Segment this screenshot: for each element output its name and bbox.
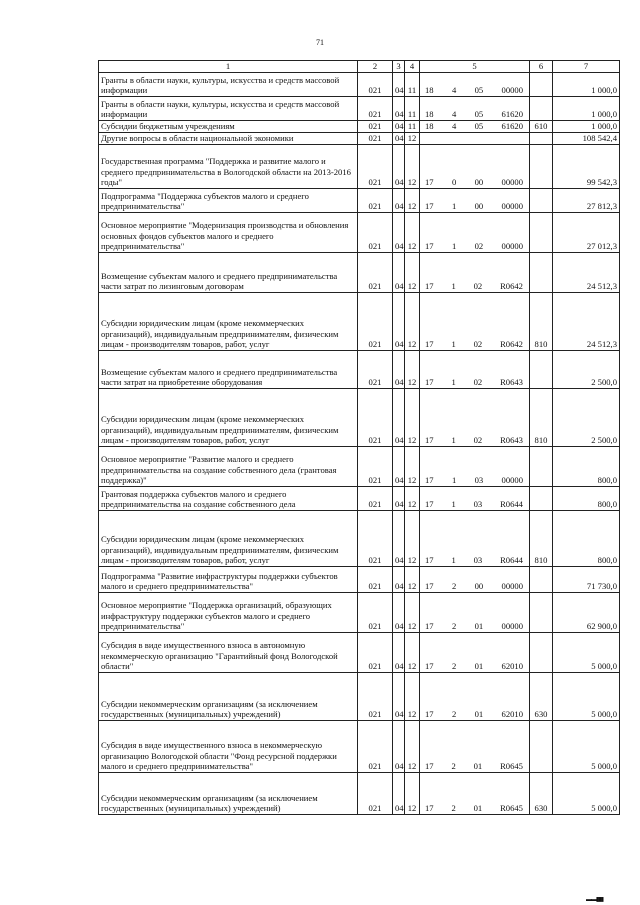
row-name: Гранты в области науки, культуры, искусства и средств массовой информации [99, 73, 358, 97]
row-section-code: 04 [393, 145, 405, 189]
row-name: Основное мероприятие "Модернизация производства и обновления основных фондов субъектов малого и среднего предпринимательства" [99, 213, 358, 253]
target-code-part: 17 [425, 475, 434, 486]
row-name: Субсидии некоммерческим организациям (за исключением государственных (муниципальных) учреждений) [99, 673, 358, 721]
target-code-part: 17 [425, 201, 434, 212]
row-section-code: 04 [393, 97, 405, 121]
budget-table [98, 60, 620, 815]
row-section-code: 04 [393, 633, 405, 673]
row-name: Субсидии юридическим лицам (кроме некоммерческих организаций), индивидуальным предпринимателям, физическим лицам - производителям товаров, работ, услуг [99, 389, 358, 447]
table-row [99, 351, 620, 389]
target-code-part: 17 [425, 377, 434, 388]
target-code-part: 03 [473, 555, 483, 566]
row-section-code: 04 [393, 253, 405, 293]
row-name: Субсидия в виде имущественного взноса в некоммерческую организацию Вологодской области "Фонд ресурсной поддержки малого и среднего предпринимательства" [99, 721, 358, 773]
row-expense-type [530, 213, 553, 253]
target-code-part: 4 [451, 121, 457, 132]
row-subsection-code: 12 [405, 293, 420, 351]
row-amount: 27 812,3 [553, 189, 620, 213]
target-code-part: 17 [425, 621, 434, 632]
target-code-part: 61620 [501, 109, 523, 120]
row-subsection-code: 12 [405, 567, 420, 593]
row-admin-code: 021 [358, 97, 393, 121]
table-row [99, 567, 620, 593]
row-admin-code: 021 [358, 121, 393, 133]
row-target-code [420, 773, 530, 815]
row-subsection-code: 12 [405, 633, 420, 673]
table-row [99, 189, 620, 213]
row-section-code: 04 [393, 133, 405, 145]
target-code-part: 2 [451, 803, 456, 814]
target-code-part: 2 [451, 581, 457, 592]
row-section-code: 04 [393, 773, 405, 815]
row-expense-type: 810 [530, 389, 553, 447]
target-code-part: 01 [474, 661, 484, 672]
row-admin-code: 021 [358, 389, 393, 447]
row-name: Субсидии юридическим лицам (кроме некоммерческих организаций), индивидуальным предпринимателям, физическим лицам - производителям товаров, работ, услуг [99, 293, 358, 351]
row-expense-type [530, 97, 553, 121]
target-code-part: 00 [474, 177, 484, 188]
row-admin-code: 021 [358, 567, 393, 593]
row-name: Субсидии бюджетным учреждениям [99, 121, 358, 133]
target-code-part: 1 [451, 435, 456, 446]
target-code-part: 02 [473, 435, 483, 446]
row-admin-code: 021 [358, 511, 393, 567]
row-section-code: 04 [393, 121, 405, 133]
row-target-code [420, 351, 530, 389]
target-code-part: 4 [451, 85, 457, 96]
row-subsection-code: 12 [405, 721, 420, 773]
target-code-part: 18 [425, 109, 434, 120]
row-section-code: 04 [393, 213, 405, 253]
target-code-part: R0645 [500, 803, 523, 814]
row-expense-type [530, 351, 553, 389]
row-section-code: 04 [393, 511, 405, 567]
target-code-part: R0644 [500, 499, 523, 510]
row-section-code: 04 [393, 293, 405, 351]
target-code-part: R0643 [500, 435, 523, 446]
row-admin-code: 021 [358, 721, 393, 773]
target-code-part: 00000 [501, 581, 523, 592]
row-admin-code: 021 [358, 487, 393, 511]
row-subsection-code: 12 [405, 145, 420, 189]
table-row [99, 389, 620, 447]
header-col-3: 3 [393, 61, 405, 73]
row-name: Государственная программа "Поддержка и развитие малого и среднего предпринимательства в Вологодской области на 2013-2016 годы" [99, 145, 358, 189]
row-name: Возмещение субъектам малого и среднего предпринимательства части затрат на приобретение оборудования [99, 351, 358, 389]
target-code-part: 03 [473, 499, 483, 510]
row-admin-code: 021 [358, 633, 393, 673]
target-code-part: 17 [425, 555, 434, 566]
table-row [99, 633, 620, 673]
row-subsection-code: 12 [405, 189, 420, 213]
target-code-part: 05 [474, 85, 484, 96]
row-target-code [420, 121, 530, 133]
row-section-code: 04 [393, 487, 405, 511]
row-amount: 5 000,0 [553, 633, 620, 673]
row-admin-code: 021 [358, 351, 393, 389]
row-target-code [420, 511, 530, 567]
header-row [99, 61, 620, 73]
row-target-code [420, 73, 530, 97]
row-admin-code: 021 [358, 145, 393, 189]
row-name: Основное мероприятие "Поддержка организаций, образующих инфраструктуру поддержки субъектов малого и среднего предпринимательства" [99, 593, 358, 633]
row-amount: 71 730,0 [553, 567, 620, 593]
row-subsection-code: 12 [405, 511, 420, 567]
row-name: Подпрограмма "Развитие инфраструктуры поддержки субъектов малого и среднего предпринимательства" [99, 567, 358, 593]
target-code-part: 01 [474, 709, 484, 720]
row-expense-type [530, 253, 553, 293]
row-target-code [420, 97, 530, 121]
target-code-part: 18 [425, 85, 434, 96]
row-admin-code: 021 [358, 73, 393, 97]
table-row [99, 97, 620, 121]
row-name: Субсидия в виде имущественного взноса в автономную некоммерческую организацию "Гарантийный фонд Вологодской области" [99, 633, 358, 673]
row-subsection-code: 12 [405, 389, 420, 447]
header-col-2: 2 [358, 61, 393, 73]
target-code-part: 61620 [501, 121, 523, 132]
row-section-code: 04 [393, 447, 405, 487]
row-target-code [420, 721, 530, 773]
target-code-part: R0644 [500, 555, 523, 566]
row-subsection-code: 11 [405, 121, 420, 133]
header-col-5: 5 [420, 61, 530, 73]
target-code-part: 17 [425, 709, 434, 720]
target-code-part: 02 [473, 377, 483, 388]
row-name: Другие вопросы в области национальной экономики [99, 133, 358, 145]
table-row [99, 145, 620, 189]
row-amount: 99 542,3 [553, 145, 620, 189]
target-code-part: 18 [425, 121, 434, 132]
target-code-part: 00 [474, 581, 484, 592]
row-amount: 108 542,4 [553, 133, 620, 145]
header-col-6: 6 [530, 61, 553, 73]
row-admin-code: 021 [358, 293, 393, 351]
row-subsection-code: 12 [405, 487, 420, 511]
table-row [99, 673, 620, 721]
row-name: Субсидии некоммерческим организациям (за исключением государственных (муниципальных) учреждений) [99, 773, 358, 815]
target-code-part: R0643 [500, 377, 523, 388]
target-code-part: 05 [474, 109, 484, 120]
row-admin-code: 021 [358, 189, 393, 213]
row-expense-type [530, 73, 553, 97]
row-section-code: 04 [393, 721, 405, 773]
row-expense-type [530, 633, 553, 673]
target-code-part: 1 [451, 281, 456, 292]
header-col-4: 4 [405, 61, 420, 73]
table-row [99, 511, 620, 567]
row-name: Подпрограмма "Поддержка субъектов малого и среднего предпринимательства" [99, 189, 358, 213]
target-code-part: 62010 [501, 661, 523, 672]
row-section-code: 04 [393, 73, 405, 97]
row-subsection-code: 12 [405, 773, 420, 815]
row-subsection-code: 12 [405, 133, 420, 145]
target-code-part: 00000 [501, 177, 523, 188]
target-code-part: 4 [451, 109, 457, 120]
target-code-part: 01 [474, 621, 484, 632]
row-amount: 24 512,3 [553, 253, 620, 293]
row-amount: 1 000,0 [553, 121, 620, 133]
row-expense-type: 810 [530, 511, 553, 567]
target-code-part: 2 [451, 661, 457, 672]
row-expense-type: 610 [530, 121, 553, 133]
row-expense-type [530, 145, 553, 189]
row-expense-type [530, 567, 553, 593]
row-target-code [420, 293, 530, 351]
table-row [99, 721, 620, 773]
row-name: Гранты в области науки, культуры, искусства и средств массовой информации [99, 97, 358, 121]
row-section-code: 04 [393, 673, 405, 721]
table-row [99, 773, 620, 815]
target-code-part: 1 [451, 241, 457, 252]
row-subsection-code: 12 [405, 213, 420, 253]
row-amount: 1 000,0 [553, 97, 620, 121]
target-code-part: 00000 [501, 475, 523, 486]
target-code-part: 17 [425, 241, 434, 252]
row-amount: 800,0 [553, 511, 620, 567]
row-expense-type [530, 593, 553, 633]
target-code-part: 1 [451, 555, 456, 566]
row-expense-type: 630 [530, 673, 553, 721]
target-code-part: 17 [425, 761, 434, 772]
row-subsection-code: 12 [405, 673, 420, 721]
target-code-part: 17 [425, 281, 434, 292]
header-col-1: 1 [99, 61, 358, 73]
row-amount: 5 000,0 [553, 721, 620, 773]
row-admin-code: 021 [358, 673, 393, 721]
target-code-part: R0642 [500, 281, 523, 292]
row-target-code [420, 593, 530, 633]
row-amount: 1 000,0 [553, 73, 620, 97]
target-code-part: 2 [451, 621, 457, 632]
row-amount: 5 000,0 [553, 673, 620, 721]
target-code-part: 62010 [501, 709, 523, 720]
row-admin-code: 021 [358, 773, 393, 815]
target-code-part: 1 [451, 499, 456, 510]
row-expense-type [530, 189, 553, 213]
row-section-code: 04 [393, 189, 405, 213]
table-row [99, 593, 620, 633]
row-expense-type [530, 447, 553, 487]
target-code-part: 17 [425, 661, 434, 672]
row-section-code: 04 [393, 593, 405, 633]
row-target-code [420, 389, 530, 447]
target-code-part: 02 [473, 339, 483, 350]
target-code-part: 00000 [501, 85, 523, 96]
row-name: Субсидии юридическим лицам (кроме некоммерческих организаций), индивидуальным предпринимателям, физическим лицам - производителям товаров, работ, услуг [99, 511, 358, 567]
target-code-part: 03 [474, 475, 484, 486]
target-code-part: 1 [451, 201, 457, 212]
header-col-7: 7 [553, 61, 620, 73]
target-code-part: 17 [425, 177, 434, 188]
row-target-code [420, 487, 530, 511]
row-section-code: 04 [393, 567, 405, 593]
row-expense-type: 630 [530, 773, 553, 815]
row-subsection-code: 12 [405, 351, 420, 389]
table-row [99, 447, 620, 487]
target-code-part: 00000 [501, 241, 523, 252]
row-target-code [420, 253, 530, 293]
row-expense-type [530, 721, 553, 773]
print-mark: ▬▬▮▮▮ [586, 897, 603, 903]
row-amount: 24 512,3 [553, 293, 620, 351]
row-name: Грантовая поддержка субъектов малого и среднего предпринимательства на создание собственного дела [99, 487, 358, 511]
row-name: Возмещение субъектам малого и среднего предпринимательства части затрат по лизинговым договорам [99, 253, 358, 293]
row-target-code [420, 133, 530, 145]
row-amount: 2 500,0 [553, 389, 620, 447]
table-row [99, 73, 620, 97]
row-amount: 2 500,0 [553, 351, 620, 389]
row-section-code: 04 [393, 389, 405, 447]
target-code-part: 17 [425, 499, 434, 510]
row-amount: 5 000,0 [553, 773, 620, 815]
target-code-part: 01 [473, 761, 483, 772]
row-subsection-code: 11 [405, 73, 420, 97]
row-target-code [420, 673, 530, 721]
target-code-part: 2 [451, 761, 456, 772]
row-target-code [420, 633, 530, 673]
row-target-code [420, 145, 530, 189]
row-target-code [420, 189, 530, 213]
row-admin-code: 021 [358, 253, 393, 293]
row-admin-code: 021 [358, 213, 393, 253]
row-admin-code: 021 [358, 447, 393, 487]
row-target-code [420, 447, 530, 487]
row-expense-type [530, 487, 553, 511]
row-target-code [420, 213, 530, 253]
row-section-code: 04 [393, 351, 405, 389]
table-row [99, 487, 620, 511]
target-code-part: 05 [474, 121, 484, 132]
target-code-part: 01 [473, 803, 483, 814]
row-subsection-code: 12 [405, 253, 420, 293]
target-code-part: 00000 [501, 201, 523, 212]
target-code-part: 2 [451, 709, 457, 720]
row-amount: 27 012,3 [553, 213, 620, 253]
table-row [99, 121, 620, 133]
table-row [99, 133, 620, 145]
row-subsection-code: 11 [405, 97, 420, 121]
target-code-part: 02 [474, 241, 484, 252]
row-subsection-code: 12 [405, 593, 420, 633]
row-admin-code: 021 [358, 593, 393, 633]
target-code-part: R0642 [500, 339, 523, 350]
row-name: Основное мероприятие "Развитие малого и среднего предпринимательства на создание собственного дела (грантовая поддержка)" [99, 447, 358, 487]
row-expense-type [530, 133, 553, 145]
row-expense-type: 810 [530, 293, 553, 351]
target-code-part: 00000 [501, 621, 523, 632]
row-subsection-code: 12 [405, 447, 420, 487]
target-code-part: 17 [425, 435, 434, 446]
table-row [99, 293, 620, 351]
target-code-part: 1 [451, 339, 456, 350]
row-target-code [420, 567, 530, 593]
target-code-part: 17 [425, 803, 434, 814]
target-code-part: R0645 [500, 761, 523, 772]
table-row [99, 253, 620, 293]
row-amount: 800,0 [553, 487, 620, 511]
table-row [99, 213, 620, 253]
target-code-part: 02 [473, 281, 483, 292]
target-code-part: 00 [474, 201, 484, 212]
row-admin-code: 021 [358, 133, 393, 145]
target-code-part: 17 [425, 581, 434, 592]
page-number: 71 [316, 38, 324, 47]
target-code-part: 0 [451, 177, 457, 188]
target-code-part: 17 [425, 339, 434, 350]
row-amount: 800,0 [553, 447, 620, 487]
target-code-part: 1 [451, 377, 456, 388]
target-code-part: 1 [451, 475, 457, 486]
row-amount: 62 900,0 [553, 593, 620, 633]
